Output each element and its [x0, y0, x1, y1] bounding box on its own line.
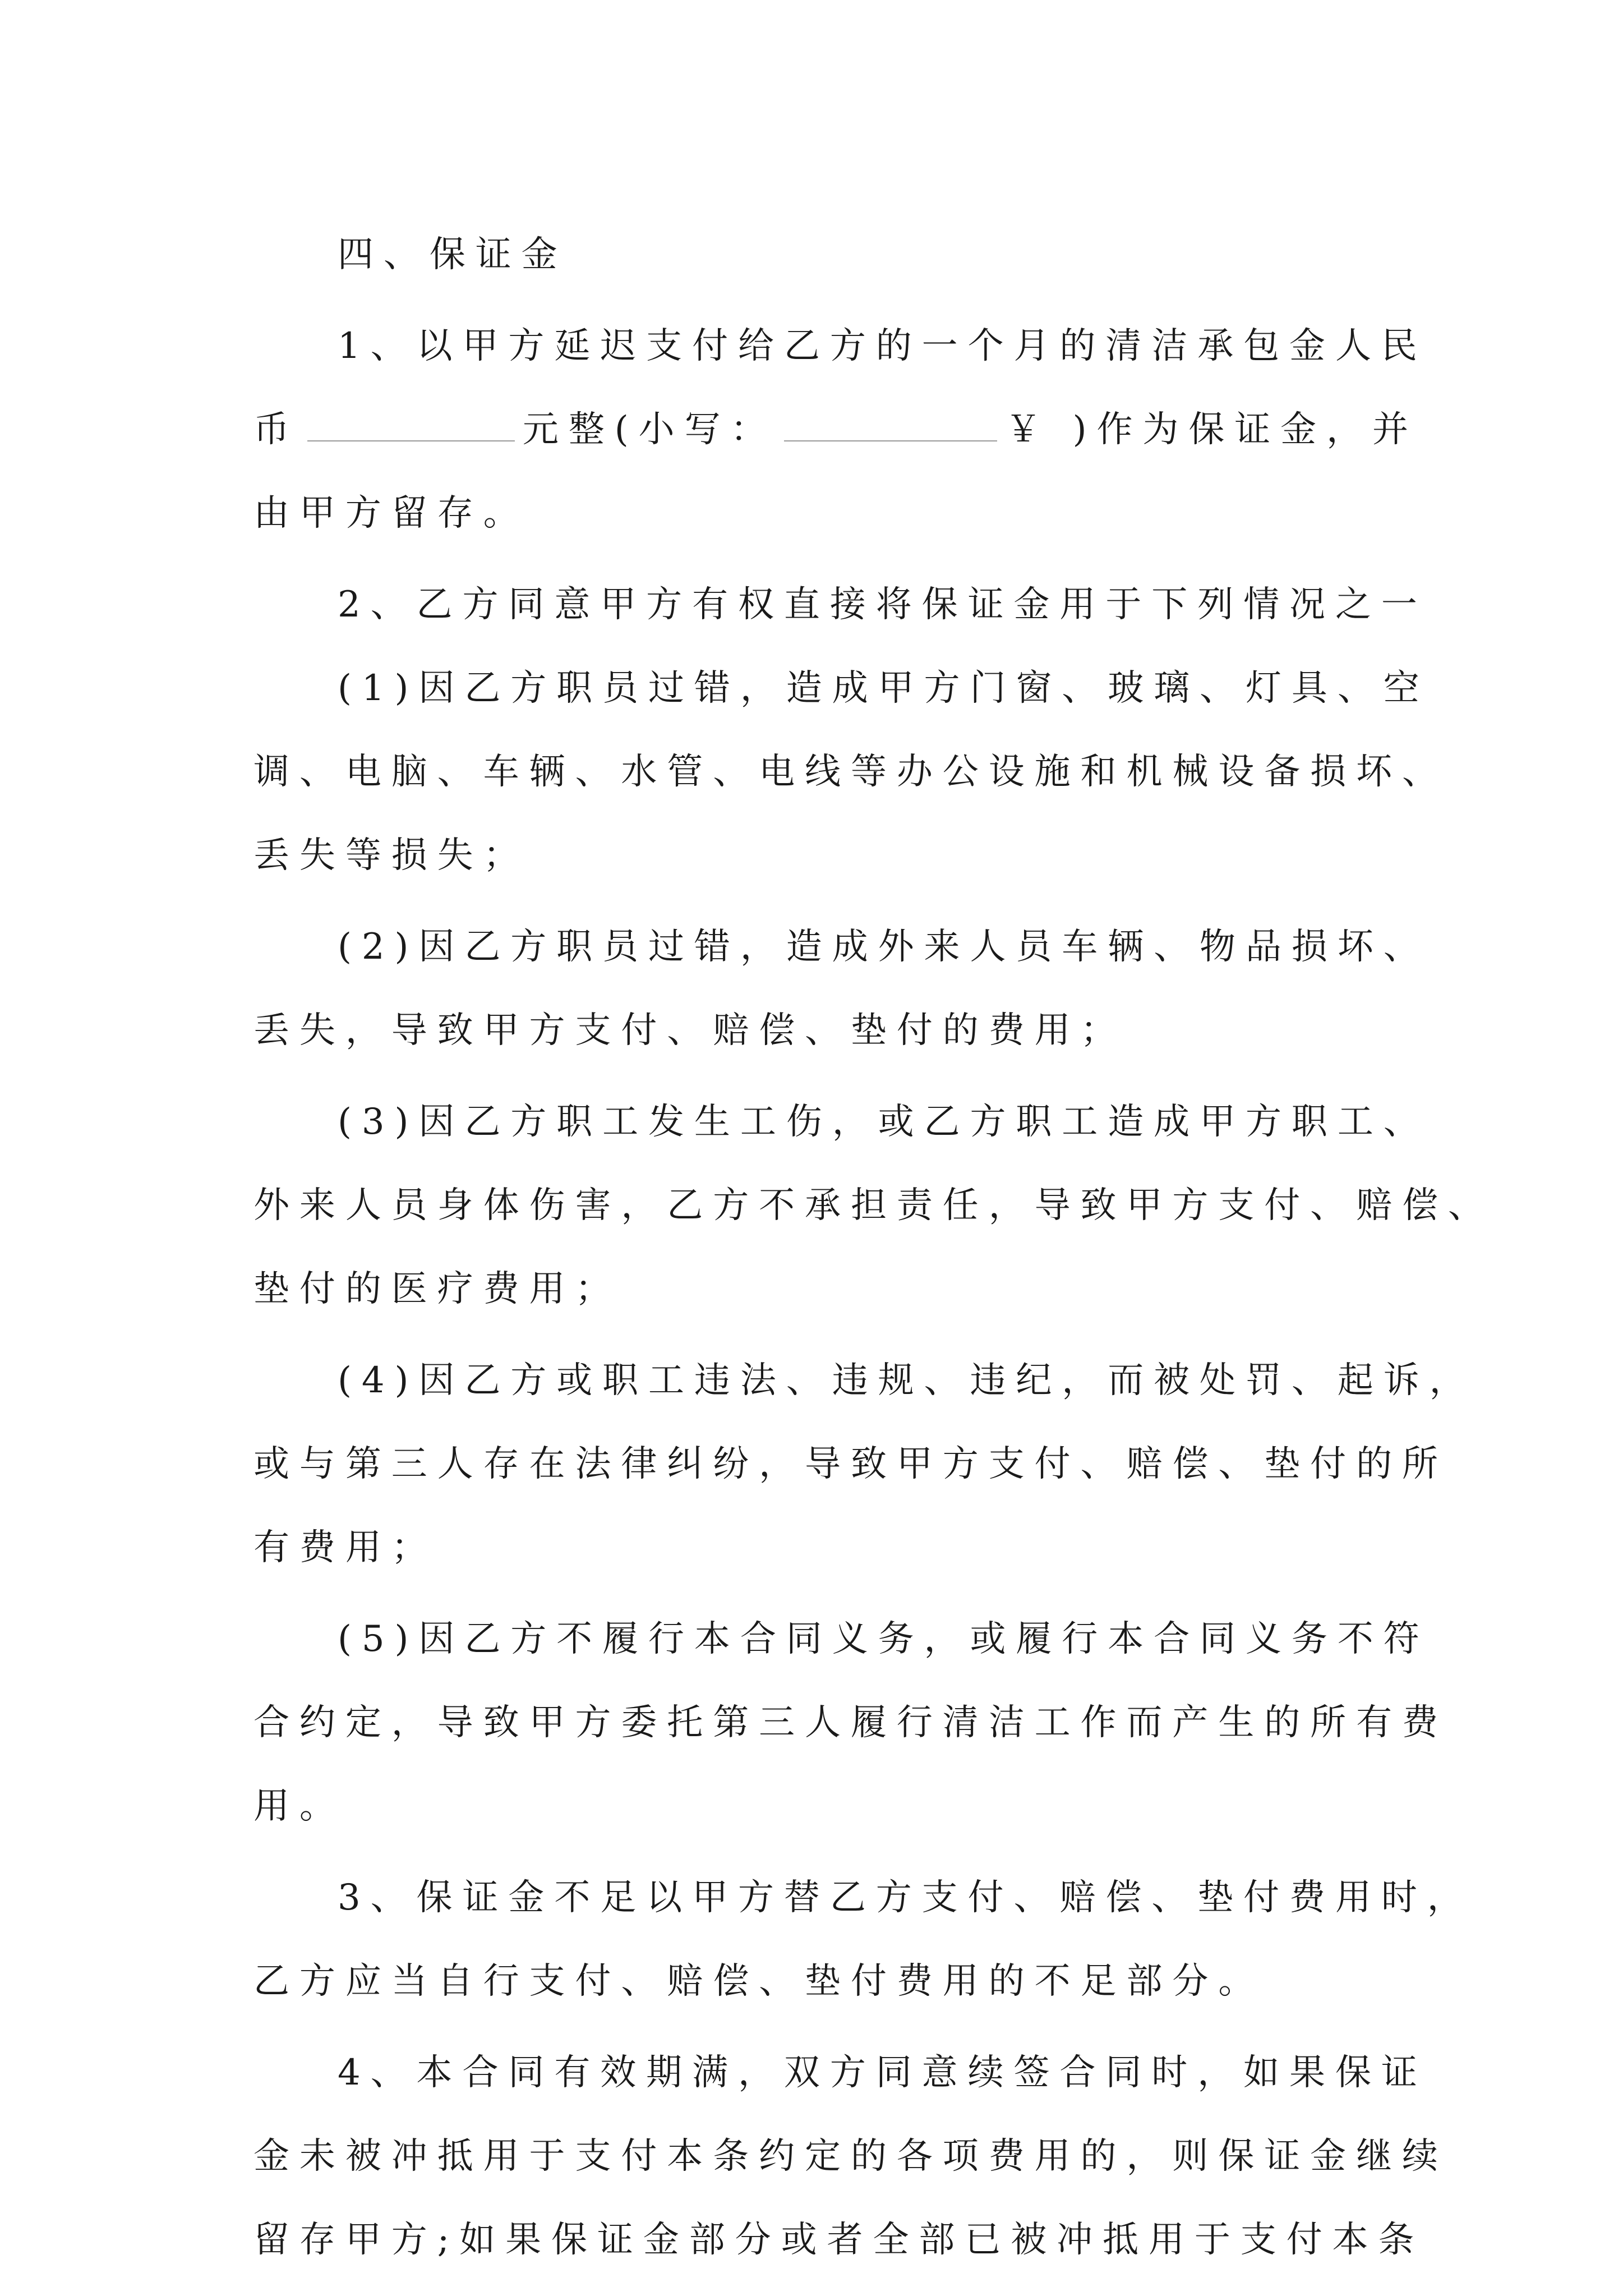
text-segment: ￥ )作为保证金，并 [1005, 409, 1418, 450]
paragraph-2-line-1: 2、乙方同意甲方有权直接将保证金用于下列情况之一 [338, 584, 1427, 625]
paragraph-4-line-3: 留存甲方;如果保证金部分或者全部已被冲抵用于支付本条 [253, 2219, 1424, 2261]
text-segment: 币 [253, 409, 299, 450]
amount-figures-blank [784, 407, 997, 441]
item-3-line-1: (3)因乙方职工发生工伤，或乙方职工造成甲方职工、 [338, 1101, 1430, 1143]
item-1-line-1: (1)因乙方职员过错，造成甲方门窗、玻璃、灯具、空 [338, 668, 1430, 709]
paragraph-1-line-3: 由甲方留存。 [253, 493, 529, 534]
paragraph-4-line-1: 4、本合同有效期满，双方同意续签合同时，如果保证 [338, 2052, 1427, 2093]
item-4-line-3: 有费用； [253, 1527, 437, 1568]
section-heading: 四、保证金 [338, 234, 568, 275]
amount-words-blank [307, 407, 515, 441]
item-2-line-1: (2)因乙方职员过错，造成外来人员车辆、物品损坏、 [338, 926, 1430, 968]
item-3-line-3: 垫付的医疗费用； [253, 1268, 621, 1310]
item-4-line-1: (4)因乙方或职工违法、违规、违纪，而被处罚、起诉， [338, 1360, 1476, 1401]
paragraph-1-line-2 [253, 388, 1418, 472]
item-3-line-2: 外来人员身体伤害，乙方不承担责任，导致甲方支付、赔偿、 [253, 1185, 1494, 1226]
item-1-line-3: 丢失等损失； [253, 835, 529, 876]
document-body [253, 213, 1494, 2282]
paragraph-3-line-2: 乙方应当自行支付、赔偿、垫付费用的不足部分。 [253, 1961, 1265, 2002]
paragraph-3-line-1: 3、保证金不足以甲方替乙方支付、赔偿、垫付费用时， [338, 1877, 1473, 1918]
item-5-line-1: (5)因乙方不履行本合同义务，或履行本合同义务不符 [338, 1618, 1430, 1660]
item-4-line-2: 或与第三人存在法律纠纷，导致甲方支付、赔偿、垫付的所 [253, 1443, 1448, 1485]
item-5-line-2: 合约定，导致甲方委托第三人履行清洁工作而产生的所有费 [253, 1702, 1448, 1743]
item-2-line-2: 丢失，导致甲方支付、赔偿、垫付的费用； [253, 1010, 1127, 1051]
item-1-line-2: 调、电脑、车辆、水管、电线等办公设施和机械设备损坏、 [253, 751, 1448, 793]
paragraph-1-line-1: 1、以甲方延迟支付给乙方的一个月的清洁承包金人民 [338, 325, 1427, 367]
paragraph-4-line-2: 金未被冲抵用于支付本条约定的各项费用的，则保证金继续 [253, 2136, 1448, 2177]
text-segment: 元整(小写： [522, 409, 777, 450]
item-5-line-3: 用。 [253, 1786, 345, 1827]
